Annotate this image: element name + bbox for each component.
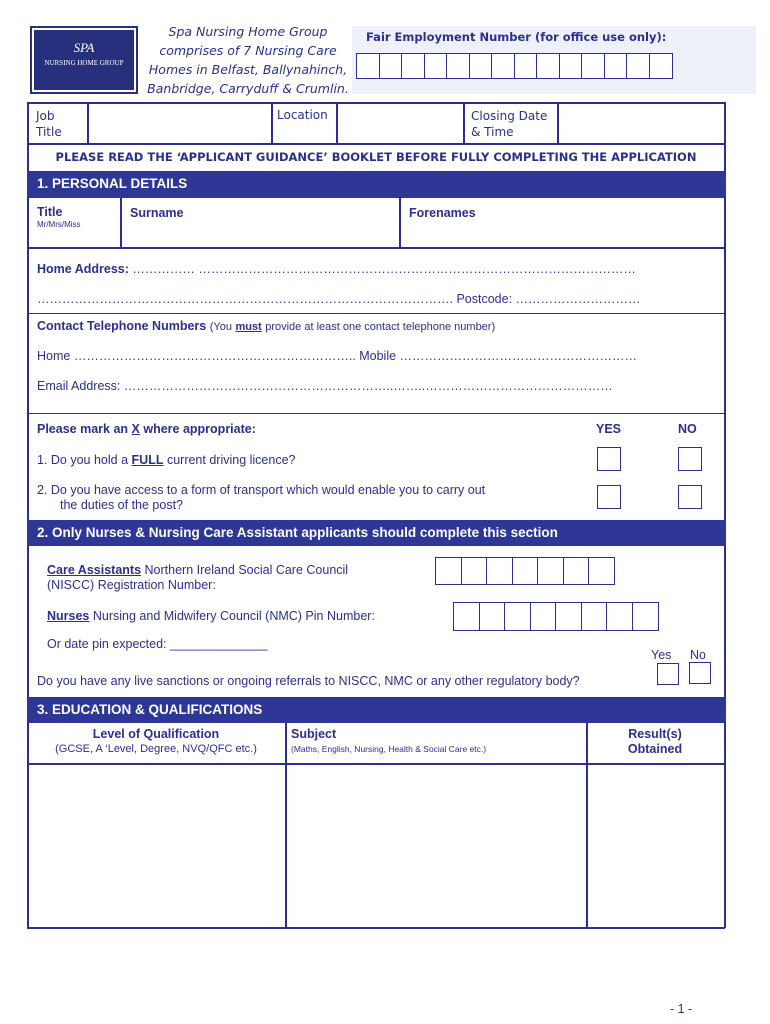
home-address-row xyxy=(37,262,636,276)
guidance-notice: PLEASE READ THE ‘APPLICANT GUIDANCE’ BOOKLET BEFORE FULLY COMPLETING THE APPLICATION xyxy=(55,150,697,164)
results-field[interactable] xyxy=(588,765,723,926)
sanctions-yes-label: Yes xyxy=(651,648,672,662)
care-assistants-rest: Northern Ireland Social Care Council xyxy=(144,563,349,577)
logo-name: SPA xyxy=(73,40,95,55)
section2-heading: 2. Only Nurses & Nursing Care Assistant applicants should complete this section xyxy=(27,520,726,546)
job-title-field[interactable] xyxy=(89,104,270,142)
col-level-header xyxy=(27,727,285,757)
q2-line1: 2. Do you have access to a form of transport which would enable you to carry out xyxy=(37,483,486,497)
fe-cell[interactable] xyxy=(469,53,493,79)
sanctions-question: Do you have any live sanctions or ongoing referrals to NISCC, NMC or any other regulatory body? xyxy=(37,674,580,688)
contact-note-open: (You xyxy=(209,321,232,333)
nmc-cell[interactable] xyxy=(555,602,582,631)
divider xyxy=(27,247,725,249)
qualification-level-field[interactable] xyxy=(29,765,284,926)
job-label: Job xyxy=(36,109,55,123)
home-address-label: Home Address: xyxy=(37,262,129,276)
contact-label: Contact Telephone Numbers xyxy=(37,319,207,333)
section3-heading: 3. EDUCATION & QUALIFICATIONS xyxy=(27,697,726,723)
niscc-cell[interactable] xyxy=(512,557,539,585)
surname-field[interactable] xyxy=(122,200,398,246)
col-subject-header xyxy=(291,727,486,757)
q2-yes-checkbox[interactable] xyxy=(597,485,621,509)
niscc-number-cells xyxy=(435,557,614,585)
nurses-rest: Nursing and Midwifery Council (NMC) Pin Number: xyxy=(92,609,375,623)
home-address-field[interactable]: …………… …………………………………………………………………………………………… xyxy=(132,262,636,276)
nmc-cell[interactable] xyxy=(453,602,480,631)
fe-cell[interactable] xyxy=(626,53,650,79)
divider xyxy=(463,102,465,144)
intro-line: Banbridge, Carryduff & Crumlin. xyxy=(147,81,349,96)
mark-instruction xyxy=(37,422,256,436)
nmc-cell[interactable] xyxy=(504,602,531,631)
fe-cell[interactable] xyxy=(379,53,403,79)
surname-label: Surname xyxy=(130,206,184,220)
email-row[interactable]: Email Address: ………………………………………………………..……..……………………………………… xyxy=(37,379,613,393)
fe-cell[interactable] xyxy=(446,53,470,79)
fair-employment-cells xyxy=(356,53,671,79)
fe-cell[interactable] xyxy=(424,53,448,79)
divider xyxy=(27,143,725,145)
niscc-cell[interactable] xyxy=(588,557,615,585)
contact-note-rest: provide at least one contact telephone number) xyxy=(265,321,496,333)
subject-field[interactable] xyxy=(287,765,585,926)
closing-date-field[interactable] xyxy=(559,104,723,142)
fe-cell[interactable] xyxy=(514,53,538,79)
care-assistants-text xyxy=(47,563,348,593)
yes-header: YES xyxy=(596,422,622,436)
fair-employment-label: Fair Employment Number (for office use only): xyxy=(366,30,667,44)
forenames-field[interactable] xyxy=(401,200,723,246)
divider xyxy=(27,313,725,314)
mark-pre: Please mark an xyxy=(37,422,129,436)
intro-line: Homes in Belfast, Ballynahinch, xyxy=(148,62,348,77)
spa-logo xyxy=(30,26,138,94)
q2-no-checkbox[interactable] xyxy=(678,485,702,509)
q1-no-checkbox[interactable] xyxy=(678,447,702,471)
niscc-cell[interactable] xyxy=(563,557,590,585)
intro-line: Spa Nursing Home Group xyxy=(168,24,328,39)
closing-date-label xyxy=(471,108,547,140)
fe-cell[interactable] xyxy=(491,53,515,79)
closing-label-2: & Time xyxy=(471,125,514,139)
sanctions-yes-checkbox[interactable] xyxy=(657,663,679,685)
col-results-header xyxy=(586,727,724,757)
fe-cell[interactable] xyxy=(536,53,560,79)
forenames-label: Forenames xyxy=(409,206,476,220)
q1-post: current driving licence? xyxy=(166,453,296,467)
no-header: NO xyxy=(678,422,697,436)
fe-cell[interactable] xyxy=(604,53,628,79)
niscc-cell[interactable] xyxy=(461,557,488,585)
fe-cell[interactable] xyxy=(649,53,673,79)
q2-line2: the duties of the post? xyxy=(60,498,184,512)
sanctions-no-checkbox[interactable] xyxy=(689,662,711,684)
niscc-cell[interactable] xyxy=(435,557,462,585)
col-results-title-2: Obtained xyxy=(627,742,683,756)
title-label: Title xyxy=(36,125,62,139)
contact-must: must xyxy=(235,321,262,333)
job-title-label xyxy=(36,108,62,140)
home-mobile-row[interactable]: Home ………………………………………………………….. Mobile ………………………………………………… xyxy=(37,349,638,363)
frame-right xyxy=(724,102,726,928)
question-2 xyxy=(37,483,485,513)
intro-line: comprises of 7 Nursing Care xyxy=(159,43,337,58)
q1-full: FULL xyxy=(131,453,164,467)
location-field[interactable] xyxy=(338,104,462,142)
nurses-label: Nurses xyxy=(47,609,90,623)
location-label: Location xyxy=(277,108,328,122)
nmc-cell[interactable] xyxy=(479,602,506,631)
nmc-cell[interactable] xyxy=(530,602,557,631)
col-level-sub: (GCSE, A ‘Level, Degree, NVQ/QFC etc.) xyxy=(55,743,257,755)
col-results-title-1: Result(s) xyxy=(628,727,682,741)
fe-cell[interactable] xyxy=(581,53,605,79)
fe-cell[interactable] xyxy=(401,53,425,79)
title-hint: Mr/Mrs/Miss xyxy=(37,220,81,229)
nurses-text xyxy=(47,609,375,623)
section1-heading: 1. PERSONAL DETAILS xyxy=(27,171,726,198)
contact-heading xyxy=(37,319,495,333)
closing-label-1: Closing Date xyxy=(471,109,548,123)
q1-yes-checkbox[interactable] xyxy=(597,447,621,471)
divider xyxy=(271,102,273,144)
intro-text xyxy=(140,22,356,98)
care-assistants-label: Care Assistants xyxy=(47,563,142,577)
divider xyxy=(27,413,725,414)
logo-subtitle: NURSING HOME GROUP xyxy=(44,59,124,67)
sanctions-no-label: No xyxy=(690,648,706,662)
question-1 xyxy=(37,453,296,467)
page-number: - 1 - xyxy=(670,1002,693,1016)
nmc-cell[interactable] xyxy=(581,602,608,631)
q1-pre: 1. Do you hold a xyxy=(37,453,129,467)
nmc-cell[interactable] xyxy=(632,602,659,631)
title-field-label: Title xyxy=(37,205,63,219)
nmc-cell[interactable] xyxy=(606,602,633,631)
col-subject-title: Subject xyxy=(291,727,337,741)
fe-cell[interactable] xyxy=(559,53,583,79)
col-subject-sub: (Maths, English, Nursing, Health & Social Care etc.) xyxy=(291,744,487,754)
mark-post: where appropriate: xyxy=(143,422,256,436)
fe-cell[interactable] xyxy=(356,53,380,79)
frame-bottom xyxy=(27,927,725,929)
niscc-cell[interactable] xyxy=(537,557,564,585)
niscc-cell[interactable] xyxy=(486,557,513,585)
mark-x: X xyxy=(131,422,140,436)
col-level-title: Level of Qualification xyxy=(92,727,220,741)
date-pin-expected[interactable]: Or date pin expected: ______________ xyxy=(47,637,268,651)
care-line2: (NISCC) Registration Number: xyxy=(47,578,216,592)
address-line-2[interactable]: ………………………………………………………………………………………. Postcode: ………………………… xyxy=(37,292,641,306)
nmc-pin-cells xyxy=(453,602,657,631)
